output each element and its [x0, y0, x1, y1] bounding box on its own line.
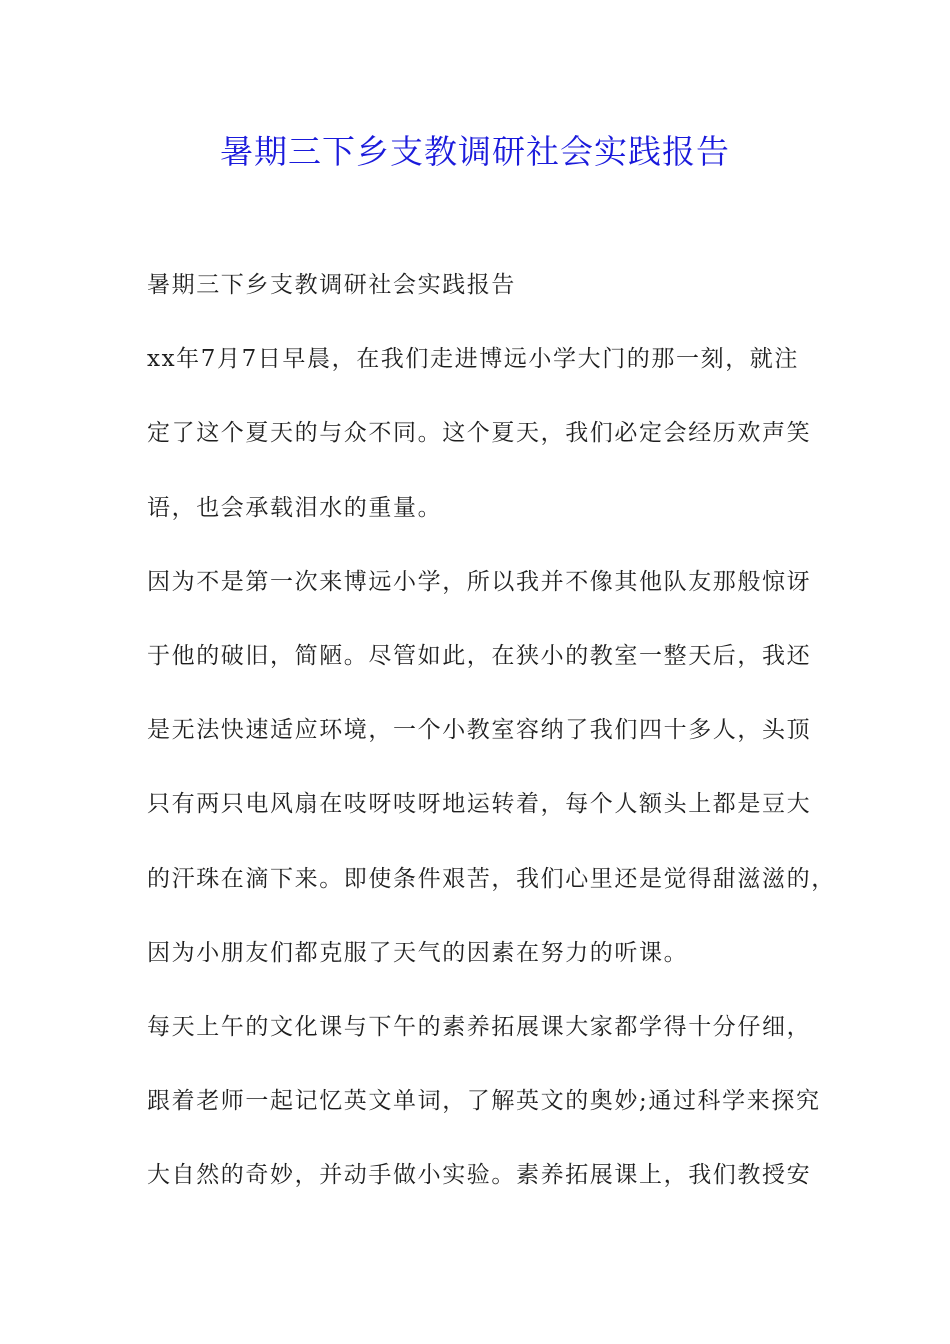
text-line: xx年7月7日早晨，在我们走进博远小学大门的那一刻，就注 — [147, 346, 800, 373]
text-line: 大自然的奇妙，并动手做小实验。素养拓展课上，我们教授安 — [147, 1162, 812, 1189]
document-title: 暑期三下乡支教调研社会实践报告 — [220, 132, 730, 171]
text-line: 只有两只电风扇在吱呀吱呀地运转着，每个人额头上都是豆大 — [147, 791, 812, 818]
text-line: 跟着老师一起记忆英文单词，了解英文的奥妙;通过科学来探究 — [147, 1088, 821, 1115]
text-line: 暑期三下乡支教调研社会实践报告 — [147, 272, 516, 298]
text-line: 因为不是第一次来博远小学，所以我并不像其他队友那般惊讶 — [147, 568, 812, 595]
text-line: 定了这个夏天的与众不同。这个夏天，我们必定会经历欢声笑 — [147, 420, 812, 447]
text-line: 因为小朋友们都克服了天气的因素在努力的听课。 — [147, 939, 689, 966]
text-line: 于他的破旧，简陋。尽管如此，在狭小的教室一整天后，我还 — [147, 642, 812, 669]
document-body — [147, 262, 836, 1226]
text-line: 是无法快速适应环境，一个小教室容纳了我们四十多人，头顶 — [147, 717, 812, 744]
text-line: 语，也会承载泪水的重量。 — [147, 494, 443, 521]
text-line: 每天上午的文化课与下午的素养拓展课大家都学得十分仔细， — [147, 1013, 812, 1040]
text-line: 的汗珠在滴下来。即使条件艰苦，我们心里还是觉得甜滋滋的， — [147, 865, 836, 892]
